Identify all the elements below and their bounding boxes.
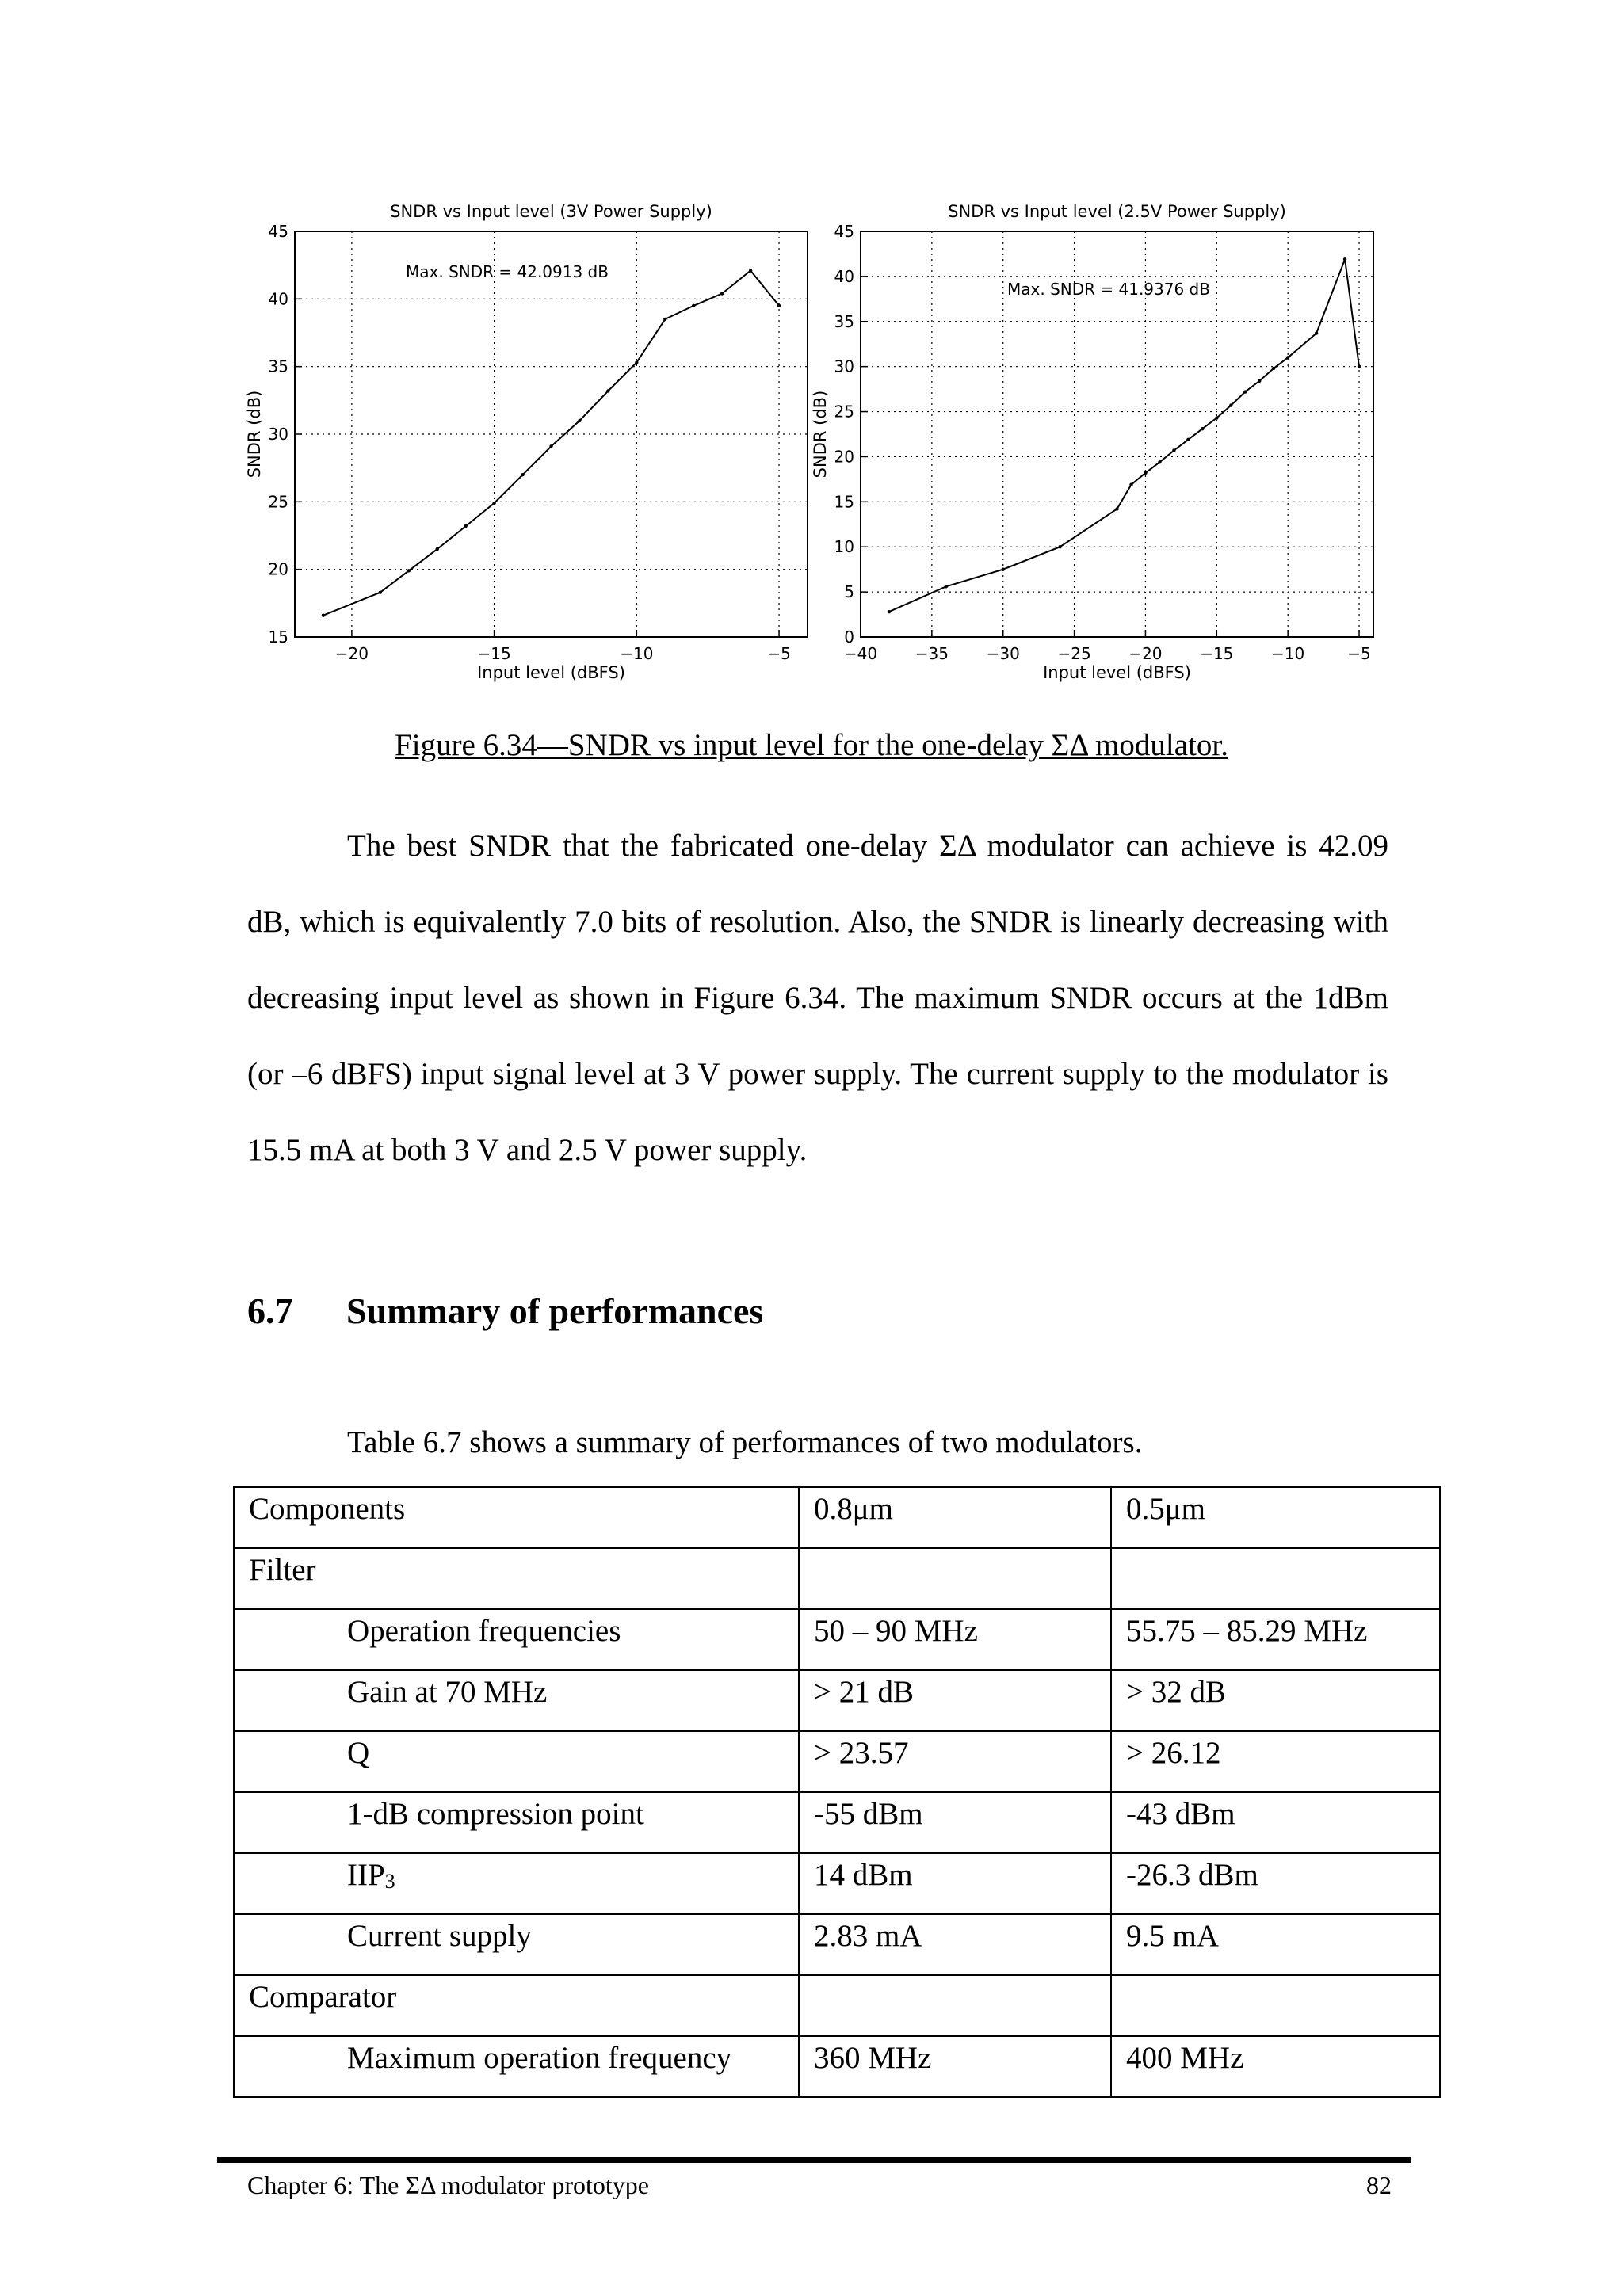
data-point (1172, 448, 1175, 452)
x-axis-label: Input level (dBFS) (1043, 663, 1191, 682)
data-point (749, 269, 752, 272)
header-cell: 0.5μm (1111, 1487, 1440, 1548)
data-point (322, 613, 325, 616)
y-tick-label: 25 (268, 492, 288, 512)
footer-rule (217, 2157, 1411, 2163)
x-tick-label: −15 (477, 644, 511, 663)
table-row: 1-dB compression point -55 dBm -43 dBm (234, 1792, 1440, 1853)
x-tick-label: −5 (767, 644, 791, 663)
data-point (888, 610, 891, 613)
y-tick-label: 40 (268, 289, 288, 309)
x-axis-label: Input level (dBFS) (477, 663, 625, 682)
data-point (549, 444, 552, 448)
data-point (1315, 331, 1318, 334)
y-tick-label: 45 (268, 222, 288, 241)
y-tick-label: 30 (834, 357, 854, 376)
data-point (1115, 507, 1118, 510)
data-point (1243, 390, 1247, 393)
table-row: Maximum operation frequency 360 MHz 400 MHz (234, 2036, 1440, 2097)
data-point (635, 360, 638, 364)
data-point (1144, 471, 1147, 475)
data-point (692, 304, 695, 307)
figure-caption: Figure 6.34—SNDR vs input level for the one-delay ΣΔ modulator. (395, 728, 1228, 762)
page-footer (247, 2171, 1392, 2200)
data-point (1186, 438, 1190, 441)
data-point (578, 419, 581, 422)
table-row: Gain at 70 MHz > 21 dB > 32 dB (234, 1670, 1440, 1731)
y-tick-label: 40 (834, 266, 854, 286)
chart-title: SNDR vs Input level (2.5V Power Supply) (948, 202, 1286, 221)
data-point (1215, 416, 1218, 419)
table-group-row (234, 1548, 1440, 1609)
y-tick-label: 0 (844, 627, 854, 646)
data-point (1058, 545, 1061, 548)
y-tick-label: 45 (834, 222, 854, 241)
data-point (777, 304, 781, 307)
x-tick-label: −40 (843, 644, 878, 663)
table-row: Operation frequencies 50 – 90 MHz 55.75 – 85.29 MHz (234, 1609, 1440, 1670)
y-tick-label: 15 (834, 492, 854, 512)
max-sndr-annotation: Max. SNDR = 42.0913 dB (406, 262, 609, 281)
y-tick-label: 25 (834, 402, 854, 421)
chart-title: SNDR vs Input level (3V Power Supply) (390, 202, 712, 221)
section-title: Summary of performances (346, 1291, 764, 1331)
header-cell: Components (234, 1487, 799, 1548)
data-point (1358, 364, 1361, 368)
y-tick-label: 30 (268, 425, 288, 444)
footer-chapter: Chapter 6: The ΣΔ modulator prototype (247, 2171, 649, 2199)
data-point (436, 547, 439, 551)
data-point (1158, 460, 1161, 463)
x-tick-label: −20 (334, 644, 369, 663)
group-label: Filter (234, 1548, 799, 1609)
data-point (1286, 356, 1289, 359)
table-header-row (234, 1487, 1440, 1548)
x-tick-label: −5 (1347, 644, 1371, 663)
table-group-row (234, 1975, 1440, 2036)
y-axis-label: SNDR (dB) (245, 390, 264, 479)
section-number: 6.7 (247, 1291, 293, 1331)
body-paragraph: The best SNDR that the fabricated one-delay ΣΔ modulator can achieve is 42.09 dB, which is equivalently 7.0 bits of resolution. Also, the SNDR is linearly decreasing with decreasing input level as shown in Figure 6.34. The maximum SNDR occurs at the 1dBm (or –6 dBFS) input signal level at 3 V power supply. The current supply to the modulator is 15.5 mA at both 3 V and 2.5 V power supply. (247, 829, 1388, 1167)
x-tick-label: −20 (1128, 644, 1163, 663)
data-point (407, 569, 411, 572)
x-tick-label: −10 (1271, 644, 1305, 663)
y-tick-label: 35 (268, 357, 288, 376)
y-tick-label: 5 (844, 582, 854, 602)
data-point (1129, 483, 1132, 486)
y-axis-label: SNDR (dB) (811, 390, 830, 479)
series-line (889, 259, 1359, 612)
data-point (492, 502, 495, 505)
data-point (379, 590, 382, 593)
y-tick-label: 15 (268, 627, 288, 646)
x-tick-label: −15 (1200, 644, 1234, 663)
data-point (521, 473, 524, 476)
data-point (720, 292, 724, 295)
max-sndr-annotation: Max. SNDR = 41.9376 dB (1007, 280, 1210, 299)
figure-6-34 (238, 174, 1411, 689)
x-tick-label: −30 (986, 644, 1020, 663)
section-heading (247, 1290, 763, 1332)
group-label: Comparator (234, 1975, 799, 2036)
table-row: $IIP_3$ 14 dBm -26.3 dBm (234, 1853, 1440, 1914)
table-row: Q > 23.57 > 26.12 (234, 1731, 1440, 1792)
series-line (323, 271, 779, 616)
data-point (1343, 257, 1346, 261)
y-tick-label: 35 (834, 311, 854, 331)
data-point (663, 318, 666, 321)
table-intro: Table 6.7 shows a summary of performances of two modulators. (347, 1425, 1143, 1459)
data-point (1201, 427, 1204, 430)
sndr-charts (238, 174, 1411, 689)
y-tick-label: 10 (834, 537, 854, 557)
performance-table (233, 1486, 1441, 2098)
data-point (945, 585, 948, 588)
data-point (464, 524, 467, 528)
data-point (1272, 367, 1275, 370)
data-point (1002, 567, 1005, 570)
table-row: Current supply 2.83 mA 9.5 mA (234, 1914, 1440, 1975)
x-tick-label: −35 (915, 644, 949, 663)
data-point (606, 389, 609, 392)
data-point (1258, 379, 1261, 383)
y-tick-label: 20 (834, 447, 854, 467)
data-point (1229, 403, 1232, 406)
x-tick-label: −10 (620, 644, 654, 663)
header-cell: 0.8μm (799, 1487, 1111, 1548)
y-tick-label: 20 (268, 559, 288, 579)
x-tick-label: −25 (1057, 644, 1091, 663)
page-number: 82 (1366, 2171, 1392, 2199)
